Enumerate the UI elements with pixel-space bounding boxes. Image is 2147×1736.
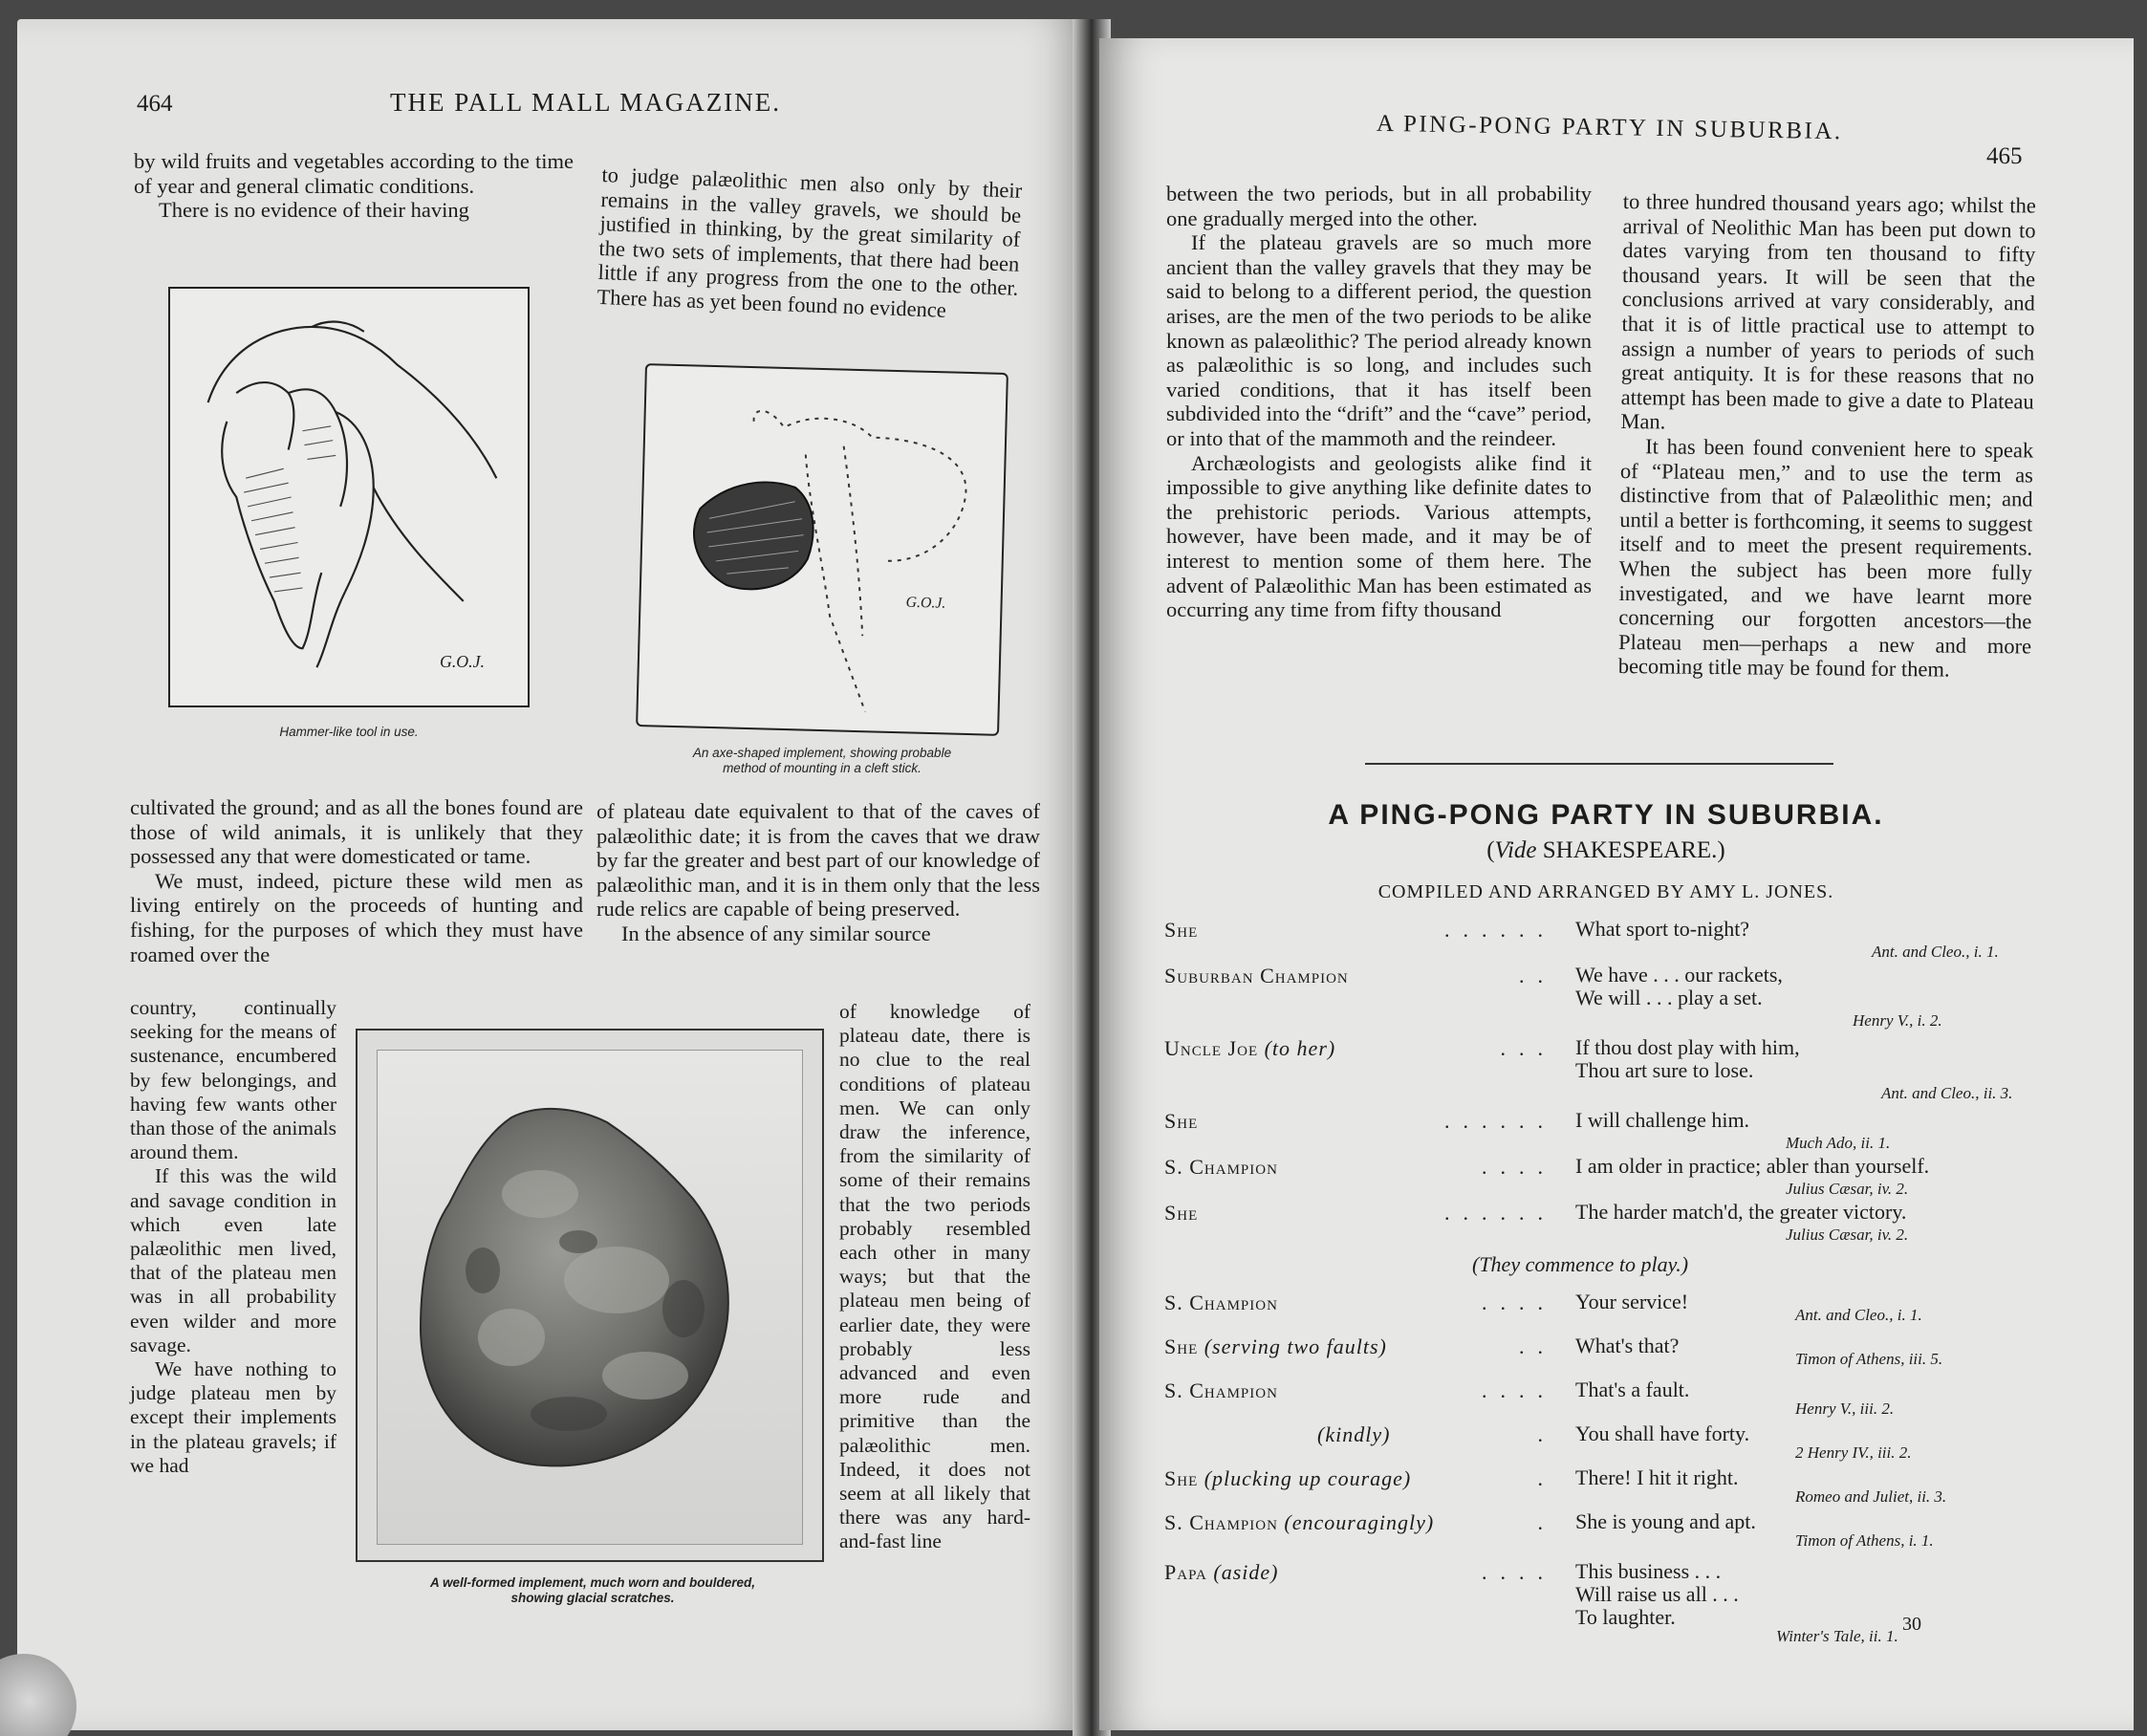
dialogue-entry [1164,1201,2082,1247]
play-reference: Ant. and Cleo., ii. 3. [1881,1084,2013,1102]
leader-dots: ...... [1444,1109,1556,1133]
play-reference: Ant. and Cleo., i. 1. [1795,1306,1922,1324]
leader-dots: .... [1482,1560,1556,1584]
leader-dots: .. [1519,1335,1556,1358]
paragraph: We have nothing to judge plateau men by except their implements in the plateau gravels; if we had [130,1357,336,1477]
line: If thou dost play with him, [1575,1035,1800,1059]
signature-mark: 30 [1902,1614,1921,1635]
speaker-name: Papa [1164,1560,1207,1584]
paragraph: If the plateau gravels are so much more ancient than the valley gravels that they may be said to belong to a different period, the question arises, are the men of the two periods to be alike known as palæolithic? The period already known as palæolithic is so long, and includes such varied conditions, that it has itself been subdivided into the “drift” and the “cave” period, or into that of the mammoth and the reindeer. [1166,230,1592,450]
caption-line: An axe-shaped implement, showing probable [692,746,952,760]
line: This business . . . [1575,1559,1722,1583]
play-reference: Much Ado, ii. 1. [1786,1134,1891,1152]
line: I will challenge him. [1575,1108,1750,1132]
play-reference: 2 Henry IV., iii. 2. [1795,1443,1912,1462]
flint-implement-photo [378,1051,804,1546]
paragraph: Archæologists and geologists alike find it impossible to give anything like definite dates to the prehistoric periods. Various attempts, however, have been made, and it may be of interest to mention some of them here. The advent of Palæolithic Man has been estimated as occurring any time from fifty thousand [1166,450,1592,622]
line: The harder match'd, the greater victory. [1575,1200,1907,1224]
line: I am older in practice; abler than yourself. [1575,1154,1930,1178]
leader-dots: .... [1482,1155,1556,1179]
paragraph: It has been found convenient here to speak of “Plateau men,” and to use the term as distinctive from that of Palæolithic men; and until a better is forthcoming, it seems to suggest itself and to meet the present requirements. When the subject has been more fully investigated, and we have learnt more concerning our forgotten ancestors—the Plateau men—perhaps a new and more becoming title may be found for them. [1617,434,2034,682]
dialogue-entry [1164,964,2082,1032]
stage-note: (aside) [1213,1560,1279,1584]
play-reference: Romeo and Juliet, ii. 3. [1795,1487,1947,1506]
play-reference: Ant. and Cleo., i. 1. [1872,943,1999,961]
play-reference: Julius Cæsar, iv. 2. [1786,1180,1909,1198]
play-reference: Julius Cæsar, iv. 2. [1786,1226,1909,1244]
speaker: She [1164,1109,1199,1133]
right-col2 [1618,189,2036,683]
stage-note: (encouragingly) [1284,1510,1435,1534]
article-title: A PING-PONG PARTY IN SUBURBIA. [1328,799,1884,831]
right-col1 [1166,182,1592,622]
line: Will raise us all . . . [1575,1582,1739,1606]
speaker: S. Champion [1164,1378,1278,1402]
section-rule [1365,763,1833,765]
dialogue-entry [1164,1036,2082,1105]
paragraph: cultivated the ground; and as all the bones found are those of wild animals, it is unlikely that they possessed any that were domesticated or tame. [130,795,583,869]
play-reference: Henry V., iii. 2. [1795,1400,1895,1418]
right-page [1099,38,2134,1730]
line: What sport to-night? [1575,917,1750,941]
dialogue-entry [1164,918,2082,964]
dialogue-entry [1164,1466,2082,1512]
stage-direction: (They commence to play.) [1472,1252,1689,1276]
line: There! I hit it right. [1575,1465,1739,1489]
figure-axe-implement [636,363,1008,736]
line: We will . . . play a set. [1575,986,1763,1009]
dialogue-entry [1164,1155,2082,1201]
left-col1-narrow [130,996,336,1478]
play-reference: Timon of Athens, i. 1. [1795,1531,1934,1550]
page-number: 465 [1986,143,2023,169]
paragraph: to three hundred thousand years ago; whilst the arrival of Neolithic Man has been put down to dates varying from ten thousand to fifty thousand years. It will be seen that the conclusions arrived at vary considerably, and that it is of little practical use to attempt to assign a number of years to periods of such great antiquity. It is for these reasons that no attempt has been made to give a date to Plateau Man. [1620,189,2036,434]
speaker: Suburban Champion [1164,964,1349,987]
leader-dots: .. [1519,964,1556,987]
figure-hammer-tool [168,287,530,707]
leader-dots: .... [1482,1291,1556,1314]
line-group [1575,1560,1739,1629]
left-col2-narrow [839,1000,1030,1554]
paragraph: country, continually seeking for the means of sustenance, encumbered by few belongings, and having few wants other than those of the animals around them. [130,996,336,1164]
axe-in-cleft-stick-drawing [638,365,1007,734]
line: Your service! [1575,1290,1689,1313]
paren: ( [1486,837,1495,863]
paragraph: of knowledge of plateau date, there is no clue to the real conditions of plateau men. We can only draw the inference, from the similarity of some of their remains that the two periods probably resembled each other in many ways; but that the plateau men being of earlier date, they were probably less advanced and even more rude and primitive than the palæolithic men. Indeed, it does not seem at all likely that there was any hard-and-fast line [839,1000,1030,1553]
leader-dots: ... [1500,1036,1556,1060]
running-head: A PING-PONG PARTY IN SUBURBIA. [1376,110,1843,145]
line: We have . . . our rackets, [1575,963,1783,987]
photo-caption [373,1575,813,1606]
figure-caption [640,746,1004,776]
paragraph: by wild fruits and vegetables according to the time of year and general climatic conditions. [134,149,574,198]
paragraph: There is no evidence of their having [159,198,469,223]
caption-line: A well-formed implement, much worn and bouldered, [429,1575,756,1590]
running-head: THE PALL MALL MAGAZINE. [390,88,781,117]
line: You shall have forty. [1575,1421,1750,1445]
left-col1-top [134,149,574,223]
left-col2-mid [596,799,1040,946]
speaker-name: S. Champion [1164,1510,1278,1534]
dialogue-entry [1164,1560,2082,1652]
line-group [1575,964,1783,1009]
leader-dots: . [1537,1422,1556,1446]
paragraph: of plateau date equivalent to that of the caves of palæolithic date; it is from the caves that we draw by far the greater and best part of our knowledge of palæolithic man, and it is in them only that the less rude relics are capable of being preserved. [596,799,1040,922]
speaker: S. Champion [1164,1291,1278,1314]
paragraph: to judge palæolithic men also only by their remains in the valley gravels, we should be justified in thinking, by the great similarity of the two sets of implements, that there had been little if any progress from the one to the other. There has as yet been found no evidence [596,163,1023,322]
paragraph: If this was the wild and savage condition in which even late palæolithic men lived, that of the plateau men was in all probability even wilder and more savage. [130,1164,336,1356]
leader-dots: ...... [1444,918,1556,942]
caption-line: showing glacial scratches. [510,1591,675,1605]
speaker: She [1164,1201,1199,1225]
left-page [17,19,1086,1730]
paragraph: In the absence of any similar source [621,921,931,945]
speaker-name: Uncle Joe [1164,1036,1259,1060]
caption-line: method of mounting in a cleft stick. [723,761,922,775]
stage-note: (plucking up courage) [1204,1466,1412,1490]
line: To laughter. [1575,1605,1676,1629]
leader-dots: .... [1482,1378,1556,1402]
play-reference: Henry V., i. 2. [1853,1011,1942,1030]
dialogue-entry [1164,1291,2082,1336]
dialogue-entry [1164,1109,2082,1155]
stage-note: (kindly) [1317,1422,1391,1446]
paragraph: We must, indeed, picture these wild men as living entirely on the proceeds of hunting and fishing, for the purposes of which they must have roamed over the [130,868,583,966]
stage-note: (serving two faults) [1204,1335,1387,1358]
artist-initials: G.O.J. [439,652,485,672]
line-group [1575,1036,1800,1082]
speaker: She [1164,918,1199,942]
line: That's a fault. [1575,1378,1690,1401]
figure-caption: Hammer-like tool in use. [279,725,419,739]
stage-note: (to her) [1264,1036,1336,1060]
play-reference: Winter's Tale, ii. 1. [1776,1627,1898,1645]
play-reference: Timon of Athens, iii. 5. [1795,1350,1943,1368]
speaker-name: She [1164,1335,1199,1358]
photo-frame [356,1029,824,1562]
vide-word: Vide [1494,837,1537,863]
speaker-name: She [1164,1466,1199,1490]
hand-holding-stone-drawing [170,289,528,705]
left-col1-mid [130,795,583,966]
line: Thou art sure to lose. [1575,1058,1754,1082]
speaker: S. Champion [1164,1155,1278,1179]
leader-dots: ...... [1444,1201,1556,1225]
subtitle-text: SHAKESPEARE.) [1536,837,1725,863]
leader-dots: . [1537,1466,1556,1490]
article-subtitle [1138,837,2074,864]
leader-dots: . [1537,1510,1556,1534]
left-col2-top [596,163,1023,325]
dialogue-entry [1164,1510,2082,1556]
artist-initials: G.O.J. [905,594,946,612]
dialogue-entry [1164,1335,2082,1380]
dialogue-entry [1164,1422,2082,1468]
line: She is young and apt. [1575,1509,1756,1533]
paragraph: between the two periods, but in all probability one gradually merged into the other. [1166,182,1592,230]
page-number: 464 [137,91,173,117]
photograph-stone-implement [377,1050,803,1545]
compiler-credit: COMPILED AND ARRANGED BY AMY L. JONES. [1377,881,1834,902]
line: What's that? [1575,1334,1680,1357]
dialogue-entry [1164,1378,2082,1424]
